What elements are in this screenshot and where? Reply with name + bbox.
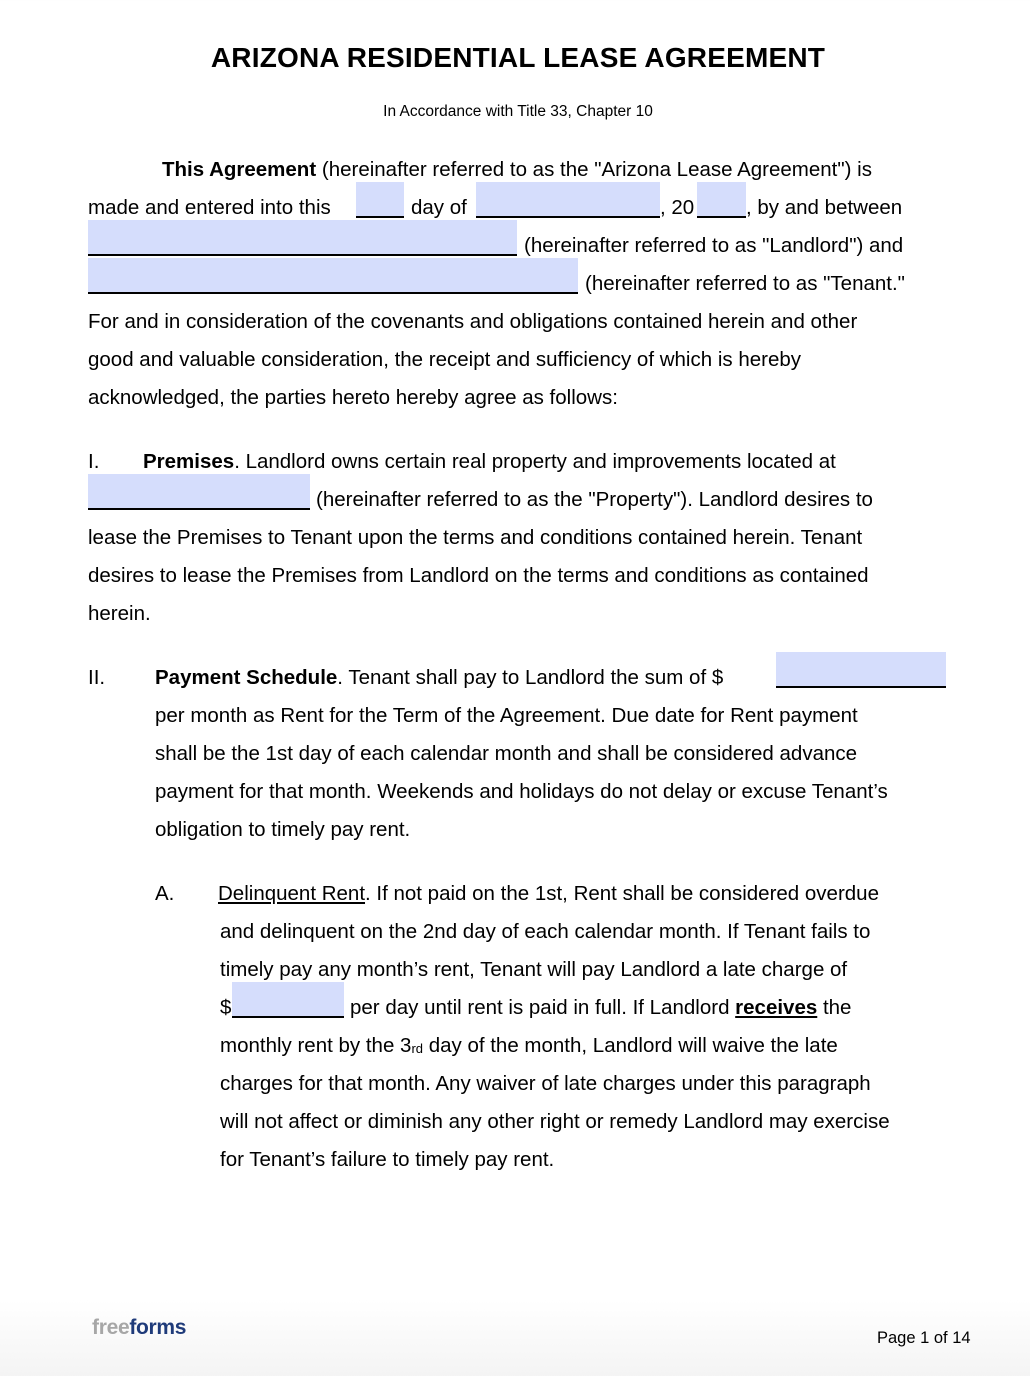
subsection-a-line-2: and delinquent on the 2nd day of each calendar month. If Tenant fails to [220,920,871,943]
subsection-a-line-7: will not affect or diminish any other right or remedy Landlord may exercise [220,1110,890,1133]
section-2-line-1: Payment Schedule. Tenant shall pay to Landlord the sum of $ [155,666,724,689]
intro-line-1: This Agreement (hereinafter referred to as the "Arizona Lease Agreement") is [162,158,872,181]
intro-line-2-a: made and entered into this [88,196,331,219]
month-field[interactable] [476,182,660,218]
section-1-line-3: lease the Premises to Tenant upon the terms and conditions contained herein. Tenant [88,526,863,549]
year-field[interactable] [697,182,746,218]
subsection-a-line-5: monthly rent by the 3rd day of the month, Landlord will waive the late [220,1034,838,1057]
intro-line-6: good and valuable consideration, the receipt and sufficiency of which is hereby [88,348,802,371]
intro-line-2-d: , by and between [746,196,903,219]
document-subtitle: In Accordance with Title 33, Chapter 10 [383,103,653,120]
premises-heading: Premises [143,450,235,473]
logo-free-text: free [92,1316,130,1339]
subsection-a-letter: A. [155,882,175,905]
late-fee-field[interactable] [232,982,344,1018]
section-1-line-2: (hereinafter referred to as the "Property"). Landlord desires to [316,488,873,511]
page-number: Page 1 of 14 [877,1329,971,1347]
intro-line-7: acknowledged, the parties hereto hereby agree as follows: [88,386,618,409]
intro-line-4: (hereinafter referred to as "Tenant." [585,272,905,295]
intro-line-2-b: day of [411,196,467,219]
subsection-a-line-1: Delinquent Rent. If not paid on the 1st, Rent shall be considered overdue [218,882,879,905]
section-2-line-5: obligation to timely pay rent. [155,818,411,841]
section-2-line-3: shall be the 1st day of each calendar month and shall be considered advance [155,742,858,765]
section-2-number: II. [88,666,106,689]
section-2-line-4: payment for that month. Weekends and holidays do not delay or excuse Tenant’s [155,780,888,803]
subsection-a-line-4: per day until rent is paid in full. If Landlord receives the [350,996,852,1019]
logo-forms-text: forms [129,1316,187,1339]
property-address-field[interactable] [88,474,310,510]
agreement-label: This Agreement [162,158,317,181]
rent-amount-field[interactable] [776,652,946,688]
section-2-line-2: per month as Rent for the Term of the Agreement. Due date for Rent payment [155,704,858,727]
intro-line-5: For and in consideration of the covenants and obligations contained herein and other [88,310,858,333]
intro-line-2-c: , 20 [660,196,695,219]
payment-schedule-heading: Payment Schedule [155,666,338,689]
delinquent-rent-heading: Delinquent Rent [218,882,366,905]
section-1-number: I. [88,450,100,473]
section-1-line-4: desires to lease the Premises from Landlord on the terms and conditions as contained [88,564,869,587]
section-1-line-1: Premises. Landlord owns certain real property and improvements located at [143,450,836,473]
receives-emphasis: receives [735,996,818,1019]
subsection-a-line-3: timely pay any month’s rent, Tenant will pay Landlord a late charge of [220,958,848,981]
intro-line-3: (hereinafter referred to as "Landlord") and [524,234,904,257]
subsection-a-line-8: for Tenant’s failure to timely pay rent. [220,1148,555,1171]
freeforms-logo [92,1316,186,1340]
day-field[interactable] [356,182,404,218]
dollar-sign: $ [220,996,232,1019]
section-1-line-5: herein. [88,602,151,625]
landlord-name-field[interactable] [88,220,517,256]
subsection-a-line-6: charges for that month. Any waiver of late charges under this paragraph [220,1072,871,1095]
document-title: ARIZONA RESIDENTIAL LEASE AGREEMENT [210,42,826,73]
tenant-name-field[interactable] [88,258,578,294]
